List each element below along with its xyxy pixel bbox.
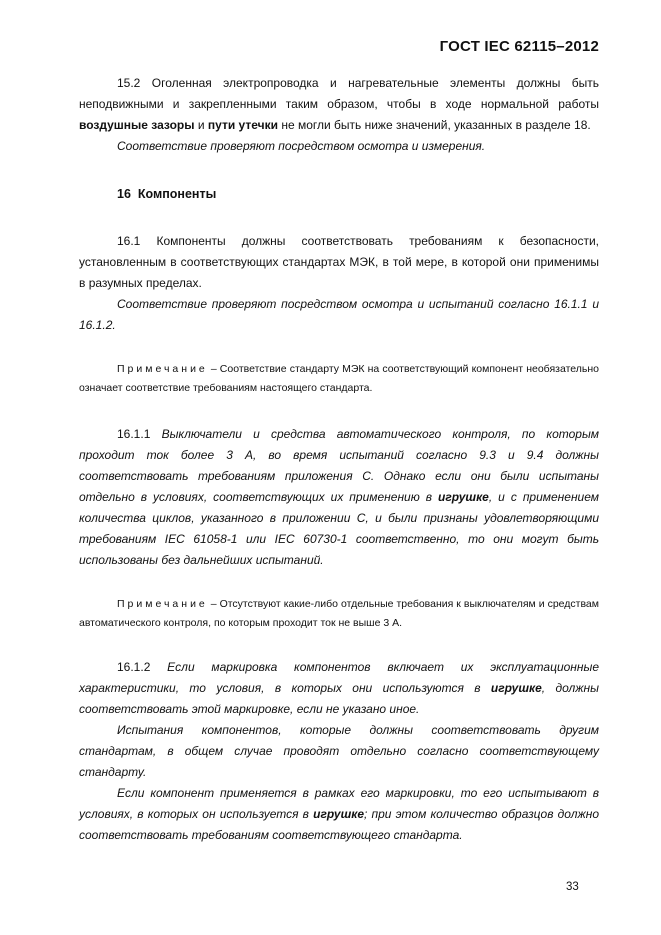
paragraph: Если компонент применяется в рамках его маркировки, то его испытывают в условиях, в которых он используется в игрушке; при этом количество образцов должно соответствовать требованиям соответствующего стандарта. [79,786,599,842]
term-air-gaps: воздушные зазоры [79,118,195,132]
section-heading: 16 Компоненты [117,187,217,201]
clause-16-1: 16.1 Компоненты должны соответствовать требованиям к безопасности, установленным в соответствующих стандартах МЭК, в той мере, в которой они применимы в разумных пределах. [79,234,599,290]
clause-16-1-2: 16.1.2 Если маркировка компонентов включает их эксплуатационные характеристики, то условия, в которых они используются в игрушке, должны соответствовать этой маркировке, если не указано иное. [79,660,600,716]
document-id: ГОСТ IEC 62115–2012 [439,38,599,55]
page-number: 33 [566,881,579,893]
paragraph: Испытания компонентов, которые должны соответствовать другим стандартам, в общем случае проводят отдельно согласно соответствующему стандарту. [79,723,599,779]
compliance-check: Соответствие проверяют посредством осмотра и испытаний согласно 16.1.1 и 16.1.2. [79,297,599,332]
term-toy: игрушке [438,490,489,504]
clause-number: 16.1.2 [117,660,151,674]
note-label: Примечание [117,363,208,375]
page-body [79,73,599,846]
clause-number: 15.2 [117,76,141,90]
clause-number: 16.1 [117,234,141,248]
term-toy: игрушке [313,807,364,821]
clause-15-2: 15.2 Оголенная электропроводка и нагревательные элементы должны быть неподвижными и закрепленными таким образом, чтобы в ходе нормальной работы воздушные зазоры и пути утечки не могли быть ниже значений, указанных в разделе 18. [79,76,599,132]
note: Примечание – Соответствие стандарту МЭК на соответствующий компонент необязательно означает соответствие требованиям настоящего стандарта. [79,363,599,394]
note-label: Примечание [117,598,208,610]
term-toy: игрушке [490,681,542,695]
clause-number: 16.1.1 [117,427,151,441]
term-creepage: пути утечки [207,118,278,132]
compliance-check: Соответствие проверяют посредством осмотра и измерения. [117,139,486,153]
note: Примечание – Отсутствуют какие-либо отдельные требования к выключателям и средствам автоматического контроля, по которым проходит ток не выше 3 А. [79,598,599,629]
clause-16-1-1: 16.1.1 Выключатели и средства автоматического контроля, по которым проходит ток более 3 А, во время испытаний согласно 9.3 и 9.4 должны соответствовать требованиям приложения С. Однако если они были испытаны отдельно в условиях, соответствующих их применению в игрушке, и с применением количества циклов, указанного в приложении С, и были признаны удовлетворяющими требованиям IEC 61058-1 или IEC 60730-1 соответственно, то они могут быть использованы без дальнейших испытаний. [79,427,600,567]
